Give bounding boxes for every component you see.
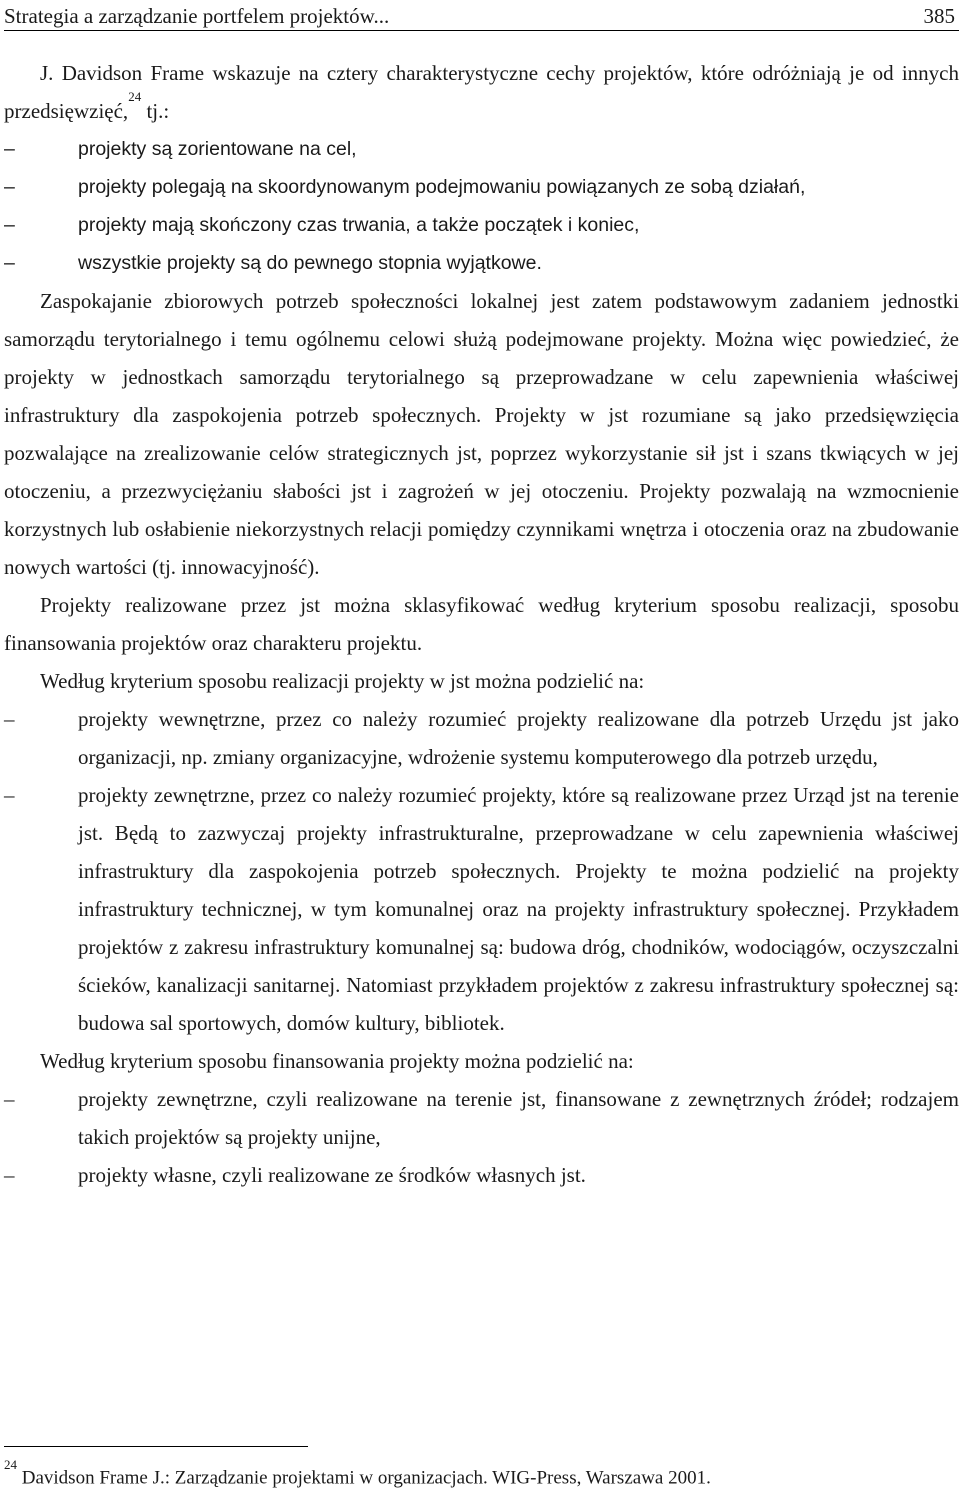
footnote xyxy=(4,1459,954,1491)
dash-marker: – xyxy=(4,176,15,198)
paragraph: Według kryterium sposobu realizacji projekty w jst można podzielić na: xyxy=(40,669,645,693)
dash-marker: – xyxy=(4,1087,15,1111)
list-item-text: projekty wewnętrzne, przez co należy rozumieć projekty realizowane dla potrzeb Urzędu jst jako organizacji, np. zmiany organizacyjne, wdrożenie systemu komputerowego dla potrzeb urzędu, xyxy=(78,707,959,769)
realization-list xyxy=(4,700,959,1042)
list-item-text: projekty zewnętrzne, przez co należy rozumieć projekty, które są realizowane przez Urząd jst na terenie jst. Będą to zazwyczaj projekty infrastrukturalne, przeprowadzane w celu zapewnienia właściwej infrastruktury dla zaspokojenia potrzeb społecznych. Projekty te można podzielić na projekty infrastruktury technicznej, w tym komunalnej oraz na projekty infrastruktury społecznej. Przykładem projektów z zakresu infrastruktury komunalnej są: budowa dróg, chodników, wodociągów, oczyszczalni ścieków, kanalizacji sanitarnej. Natomiast przykładem projektów z zakresu infrastruktury społecznej są: budowa sal sportowych, domów kultury, bibliotek. xyxy=(78,783,959,1035)
intro-paragraph xyxy=(4,54,959,130)
list-item xyxy=(4,700,959,776)
intro-text-tail: tj.: xyxy=(141,99,170,123)
dash-marker: – xyxy=(4,138,15,160)
paragraph: Według kryterium sposobu finansowania projekty można podzielić na: xyxy=(40,1049,634,1073)
paragraph: Zaspokajanie zbiorowych potrzeb społeczności lokalnej jest zatem podstawowym zadaniem jednostki samorządu terytorialnego i temu ogólnemu celowi służą podejmowane projekty. Można więc powiedzieć, że projekty w jednostkach samorządu terytorialnego są przeprowadzane w celu zapewnienia właściwej infrastruktury dla zaspokojenia potrzeb społecznych. Projekty w jst rozumiane są jako przedsięwzięcia pozwalające na zrealizowanie celów strategicznych jst, poprzez wykorzystanie sił jst i szans tkwiących w jej otoczeniu, a przezwyciężaniu słabości jst i zagrożeń w jej otoczeniu. Projekty pozwalają na wzmocnienie korzystnych lub osłabienie niekorzystnych relacji pomiędzy czynnikami wnętrza i otoczenia oraz na zbudowanie nowych wartości (tj. innowacyjność). xyxy=(4,289,959,579)
features-list xyxy=(4,130,959,282)
paragraph: Projekty realizowane przez jst można sklasyfikować według kryterium sposobu realizacji, sposobu finansowania projektów oraz charakteru projektu. xyxy=(4,593,959,655)
dash-marker: – xyxy=(4,707,15,731)
running-header xyxy=(4,2,959,31)
body-text xyxy=(4,54,959,1194)
list-item-text: projekty zewnętrzne, czyli realizowane na terenie jst, finansowane z zewnętrznych źródeł; rodzajem takich projektów są projekty unijne, xyxy=(78,1087,959,1149)
dash-marker: – xyxy=(4,252,15,274)
list-item xyxy=(4,206,959,244)
header-title: Strategia a zarządzanie portfelem projektów... xyxy=(4,4,390,28)
list-item xyxy=(4,168,959,206)
footnote-reference: 24 xyxy=(128,89,142,104)
list-item xyxy=(4,776,959,1042)
dash-marker: – xyxy=(4,783,15,807)
list-item-text: projekty są zorientowane na cel, xyxy=(78,138,357,160)
footnote-separator xyxy=(4,1446,308,1447)
footnote-number: 24 xyxy=(4,1457,17,1472)
list-item xyxy=(4,244,959,282)
dash-marker: – xyxy=(4,214,15,236)
intro-text: J. Davidson Frame wskazuje na cztery charakterystyczne cechy projektów, które odróżniają je od innych przedsięwzięć, xyxy=(4,61,959,123)
footnote-text: Davidson Frame J.: Zarządzanie projektami w organizacjach. WIG-Press, Warszawa 2001. xyxy=(17,1467,711,1489)
list-item xyxy=(4,130,959,168)
list-item-text: wszystkie projekty są do pewnego stopnia wyjątkowe. xyxy=(78,252,542,274)
financing-list xyxy=(4,1080,959,1194)
list-item xyxy=(4,1080,959,1156)
list-item-text: projekty własne, czyli realizowane ze środków własnych jst. xyxy=(78,1163,586,1187)
list-item-text: projekty mają skończony czas trwania, a także początek i koniec, xyxy=(78,214,640,236)
dash-marker: – xyxy=(4,1163,15,1187)
list-item xyxy=(4,1156,959,1194)
list-item-text: projekty polegają na skoordynowanym podejmowaniu powiązanych ze sobą działań, xyxy=(78,176,806,198)
page-number: 385 xyxy=(923,4,955,28)
